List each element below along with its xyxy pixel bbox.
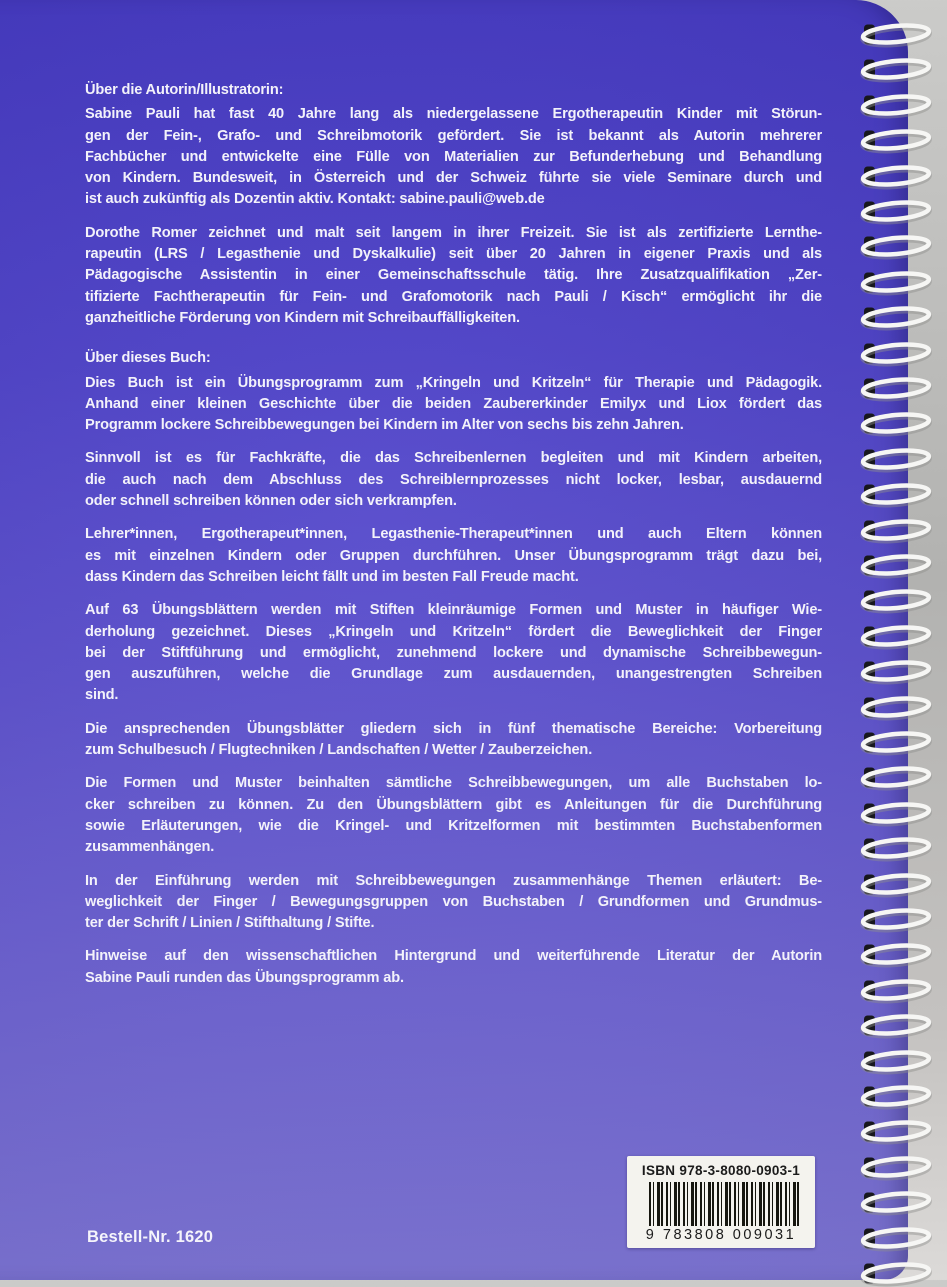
book-description-paragraph — [85, 448, 822, 512]
spiral-coil — [844, 447, 940, 473]
spiral-coil — [844, 872, 940, 898]
author-section-heading: Über die Autorin/Illustratorin: — [85, 82, 284, 98]
spiral-coil — [844, 518, 940, 544]
text-line: dass Kindern das Schreiben leicht fällt und im besten Fall Freude macht. — [85, 568, 579, 585]
book-description-paragraph — [85, 946, 822, 989]
spiral-coil — [844, 730, 940, 756]
text-line: die auch nach dem Abschluss des Schreiblernprozesses nicht locker, lesbar, ausdauernd — [85, 471, 822, 488]
text-line: Lehrer*innen, Ergotherapeut*innen, Legasthenie-Therapeut*innen und auch Eltern können — [85, 526, 822, 543]
book-description-paragraph — [85, 524, 822, 588]
book-description-paragraph — [85, 773, 822, 858]
spiral-coil — [844, 270, 940, 296]
text-line: gen auszuführen, welche die Grundlage zum ausdauernden, unangestrengten Schreiben — [85, 666, 822, 683]
text-line: bei der Stiftführung und ermöglicht, zunehmend lockere und dynamische Schreibbewegun- — [85, 644, 822, 661]
spiral-coil — [844, 907, 940, 933]
spiral-coil — [844, 1013, 940, 1039]
spiral-coil — [844, 978, 940, 1004]
spiral-coil — [844, 765, 940, 791]
spiral-coil — [844, 588, 940, 614]
spiral-coil — [844, 695, 940, 721]
spiral-coil — [844, 942, 940, 968]
text-line: Dorothe Romer zeichnet und malt seit langem in ihrer Freizeit. Sie ist als zertifizierte Lernthe- — [85, 224, 822, 241]
text-line: es mit einzelnen Kindern oder Gruppen durchführen. Unser Übungsprogramm trägt dazu bei, — [85, 547, 822, 564]
book-description-paragraph — [85, 600, 822, 706]
ean-barcode — [649, 1182, 801, 1226]
spiral-coil — [844, 376, 940, 402]
book-description-paragraph — [85, 719, 822, 762]
text-line: ganzheitliche Förderung von Kindern mit Schreibauffälligkeiten. — [85, 309, 520, 326]
text-line: zusammenhängen. — [85, 839, 215, 856]
text-line: sowie Erläuterungen, wie die Kringel- und Kritzelformen mit bestimmten Buchstabenformen — [85, 817, 822, 834]
text-line: Programm lockere Schreibbewegungen bei Kindern im Alter von sechs bis zehn Jahren. — [85, 417, 684, 434]
text-line: ter der Schrift / Linien / Stifthaltung / Stifte. — [85, 915, 375, 932]
text-line: oder schnell schreiben können oder sich verkrampfen. — [85, 493, 457, 510]
text-line: Fachbücher und entwickelte eine Fülle von Materialien zur Befunderhebung und Behandlung — [85, 148, 822, 165]
text-line: Sabine Pauli runden das Übungsprogramm ab. — [85, 969, 404, 986]
text-line: Auf 63 Übungsblättern werden mit Stiften kleinräumige Formen und Muster in häufiger Wie- — [85, 602, 822, 619]
text-line: Sabine Pauli hat fast 40 Jahre lang als niedergelassene Ergotherapeutin Kinder mit Störun- — [85, 106, 822, 123]
spiral-coil — [844, 1049, 940, 1075]
illustrator-bio-paragraph — [85, 223, 822, 329]
spiral-coil — [844, 1261, 940, 1287]
spiral-coil — [844, 624, 940, 650]
text-line: Pädagogische Assistentin in einer Gemeinschaftsschule tätig. Ihre Zusatzqualifikation „Zer- — [85, 267, 822, 284]
spiral-coil — [844, 22, 940, 48]
text-line: Die Formen und Muster beinhalten sämtliche Schreibbewegungen, um alle Buchstaben lo- — [85, 775, 822, 792]
spiral-coil — [844, 164, 940, 190]
text-line: derholung gezeichnet. Dieses „Kringeln und Kritzeln“ fördert die Beweglichkeit der Finger — [85, 623, 822, 640]
back-cover-text — [85, 80, 822, 1001]
spiral-coil — [844, 128, 940, 154]
spiral-coil — [844, 659, 940, 685]
book-description-paragraph — [85, 373, 822, 437]
spiral-coil — [844, 234, 940, 260]
author-bio-paragraph — [85, 104, 822, 210]
text-line: gen der Fein-, Grafo- und Schreibmotorik gefördert. Sie ist bekannt als Autorin mehrerer — [85, 127, 822, 144]
text-line: von Kindern. Bundesweit, in Österreich und der Schweiz führte sie viele Seminare durch und — [85, 170, 822, 187]
spiral-coil — [844, 1119, 940, 1145]
text-line: weglichkeit der Finger / Bewegungsgruppen von Buchstaben / Grundformen und Grundmus- — [85, 893, 822, 910]
text-line: tifizierte Fachtherapeutin für Fein- und Grafomotorik nach Pauli / Kisch“ ermöglicht ihr die — [85, 288, 822, 305]
barcode-digits: 9 783808 009031 — [645, 1227, 797, 1243]
text-line: Die ansprechenden Übungsblätter gliedern sich in fünf thematische Bereiche: Vorbereitung — [85, 720, 822, 737]
book-section-heading: Über dieses Buch: — [85, 350, 211, 367]
spiral-coil — [844, 57, 940, 83]
isbn-barcode-label — [627, 1156, 815, 1248]
spiral-coil — [844, 341, 940, 367]
spiral-coil — [844, 553, 940, 579]
text-line: ist auch zukünftig als Dozentin aktiv. Kontakt: sabine.pauli@web.de — [85, 191, 545, 208]
text-line: zum Schulbesuch / Flugtechniken / Landschaften / Wetter / Zauberzeichen. — [85, 742, 593, 759]
text-line: Anhand einer kleinen Geschichte über die beiden Zaubererkinder Emilyx und Liox fördert das — [85, 395, 822, 412]
text-line: Hinweise auf den wissenschaftlichen Hintergrund und weiterführende Literatur der Autorin — [85, 948, 822, 965]
spiral-coil — [844, 411, 940, 437]
text-line: sind. — [85, 687, 119, 704]
spiral-coil — [844, 1155, 940, 1181]
text-line: cker schreiben zu können. Zu den Übungsblättern gibt es Anleitungen für die Durchführung — [85, 796, 822, 813]
spiral-coil — [844, 1226, 940, 1252]
isbn-number: ISBN 978-3-8080-0903-1 — [641, 1163, 801, 1178]
text-line: Dies Buch ist ein Übungsprogramm zum „Kringeln und Kritzeln“ für Therapie und Pädagogik. — [85, 374, 822, 391]
text-line: rapeutin (LRS / Legasthenie und Dyskalkulie) seit über 20 Jahren in eigener Praxis und als — [85, 246, 822, 263]
spiral-coil — [844, 482, 940, 508]
spiral-coil — [844, 305, 940, 331]
spiral-coil — [844, 801, 940, 827]
text-line: In der Einführung werden mit Schreibbewegungen zusammenhänge Themen erläutert: Be- — [85, 872, 822, 889]
spiral-coil — [844, 199, 940, 225]
order-number-label: Bestell-Nr. 1620 — [87, 1228, 214, 1246]
spiral-coil — [844, 1084, 940, 1110]
spiral-coil — [844, 1190, 940, 1216]
book-description-paragraph — [85, 871, 822, 935]
spiral-coil — [844, 836, 940, 862]
spiral-coil — [844, 93, 940, 119]
text-line: Sinnvoll ist es für Fachkräfte, die das Schreibenlernen begleiten und mit Kindern arbeiten, — [85, 450, 822, 467]
